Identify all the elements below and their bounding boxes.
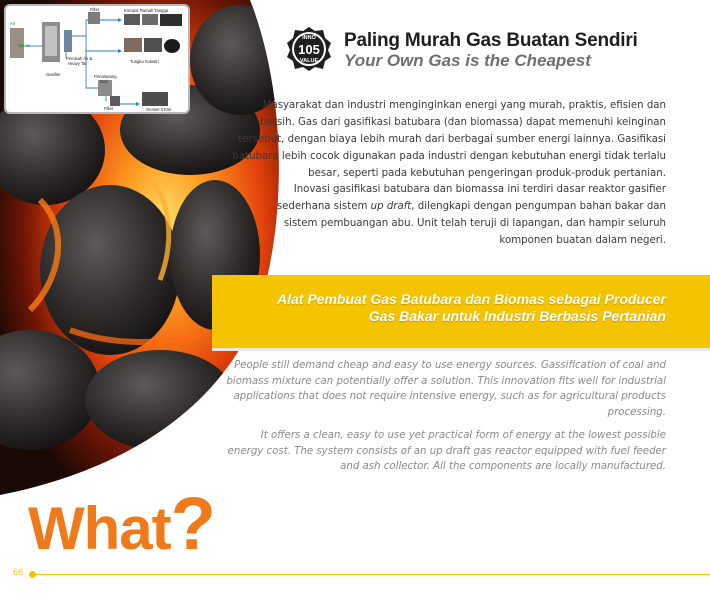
gasification-process-diagram [4,4,190,114]
label-air: Air [10,21,16,26]
label-steam: Steam [18,43,31,48]
para-2-text-a: Inovasi gasifikasi batubara dan biomassa ini terdiri dasar reaktor gasifier sederhana sistem [276,184,666,212]
inno-105-value-badge [285,25,333,73]
label-filter-top: Filter [90,7,100,12]
english-paragraph-1: People still demand cheap and easy to use energy sources. Gassification of coal and biomass mixture can potentially offer a solution. This innovation fits well for industrial applications that does not require intensive energy, such as for agricultural products processing. [226,360,666,418]
page-number: 66 [13,567,24,577]
label-genset: Genset 3 KW [146,107,171,112]
label-pemisah: Pemisah Air & [66,56,93,61]
badge-top-text: INNO [302,35,316,41]
product-title-line-2: Gas Bakar untuk Industri Berbasis Pertanian [368,308,666,324]
footer-rule [34,574,710,575]
badge-number: 105 [298,42,320,57]
label-heavy-tar: Heavy Tar [68,61,87,66]
indonesian-paragraph-2 [246,181,666,249]
diagram-connectors [6,6,188,112]
label-filter-bottom: Filter [104,106,114,111]
label-tungku: Tungku Industri [130,59,159,64]
label-penampung: Penampung [94,74,117,79]
para-2-text-b: , dilengkapi dengan pengumpan bahan bakar dan sistem pembuangan abu. Unit telah teruji di lapangan, dan hampir seluruh komponen buatan dalam negeri. [283,201,666,246]
label-kompor: Kompor Rumah Tangga [124,8,169,13]
indonesian-paragraph-1: Masyarakat dan industri menginginkan energi yang murah, praktis, efisien dan bersih. Gas dari gasifikasi batubara (dan biomassa) dapat memenuhi keinginan tersebut, dengan biaya lebih murah dari berbagai sumber energi lainnya. Gasifikasi batubara lebih cocok digunakan pada industri dengan kebutuhan energi tidak terlalu besar, seperti pada kebutuhan pengeringan produk-produk pertanian. [232,100,666,179]
product-title-line-1: Alat Pembuat Gas Batubara dan Biomas sebagai Producer [276,291,666,307]
badge-bottom-text: VALUE [299,58,319,64]
label-gas: Gas [100,79,108,84]
highlight-band-shadow [212,348,710,351]
english-paragraph-2: It offers a clean, easy to use yet practical form of energy at the lowest possible energy cost. The system consists of an up draft gas reactor equipped with fuel feeder and ash collector. All the components are locally manufactured. [227,430,666,472]
question-mark: ? [170,482,215,565]
page-title: Paling Murah Gas Buatan Sendiri [344,30,638,51]
what-word: What [28,495,171,562]
product-title [226,291,666,325]
footer-dot [29,571,36,578]
page-subtitle: Your Own Gas is the Cheapest [344,51,591,70]
what-heading [28,482,215,565]
label-gasifier: Gasifier [46,72,61,77]
para-2-italic-term: up draft [370,201,412,212]
